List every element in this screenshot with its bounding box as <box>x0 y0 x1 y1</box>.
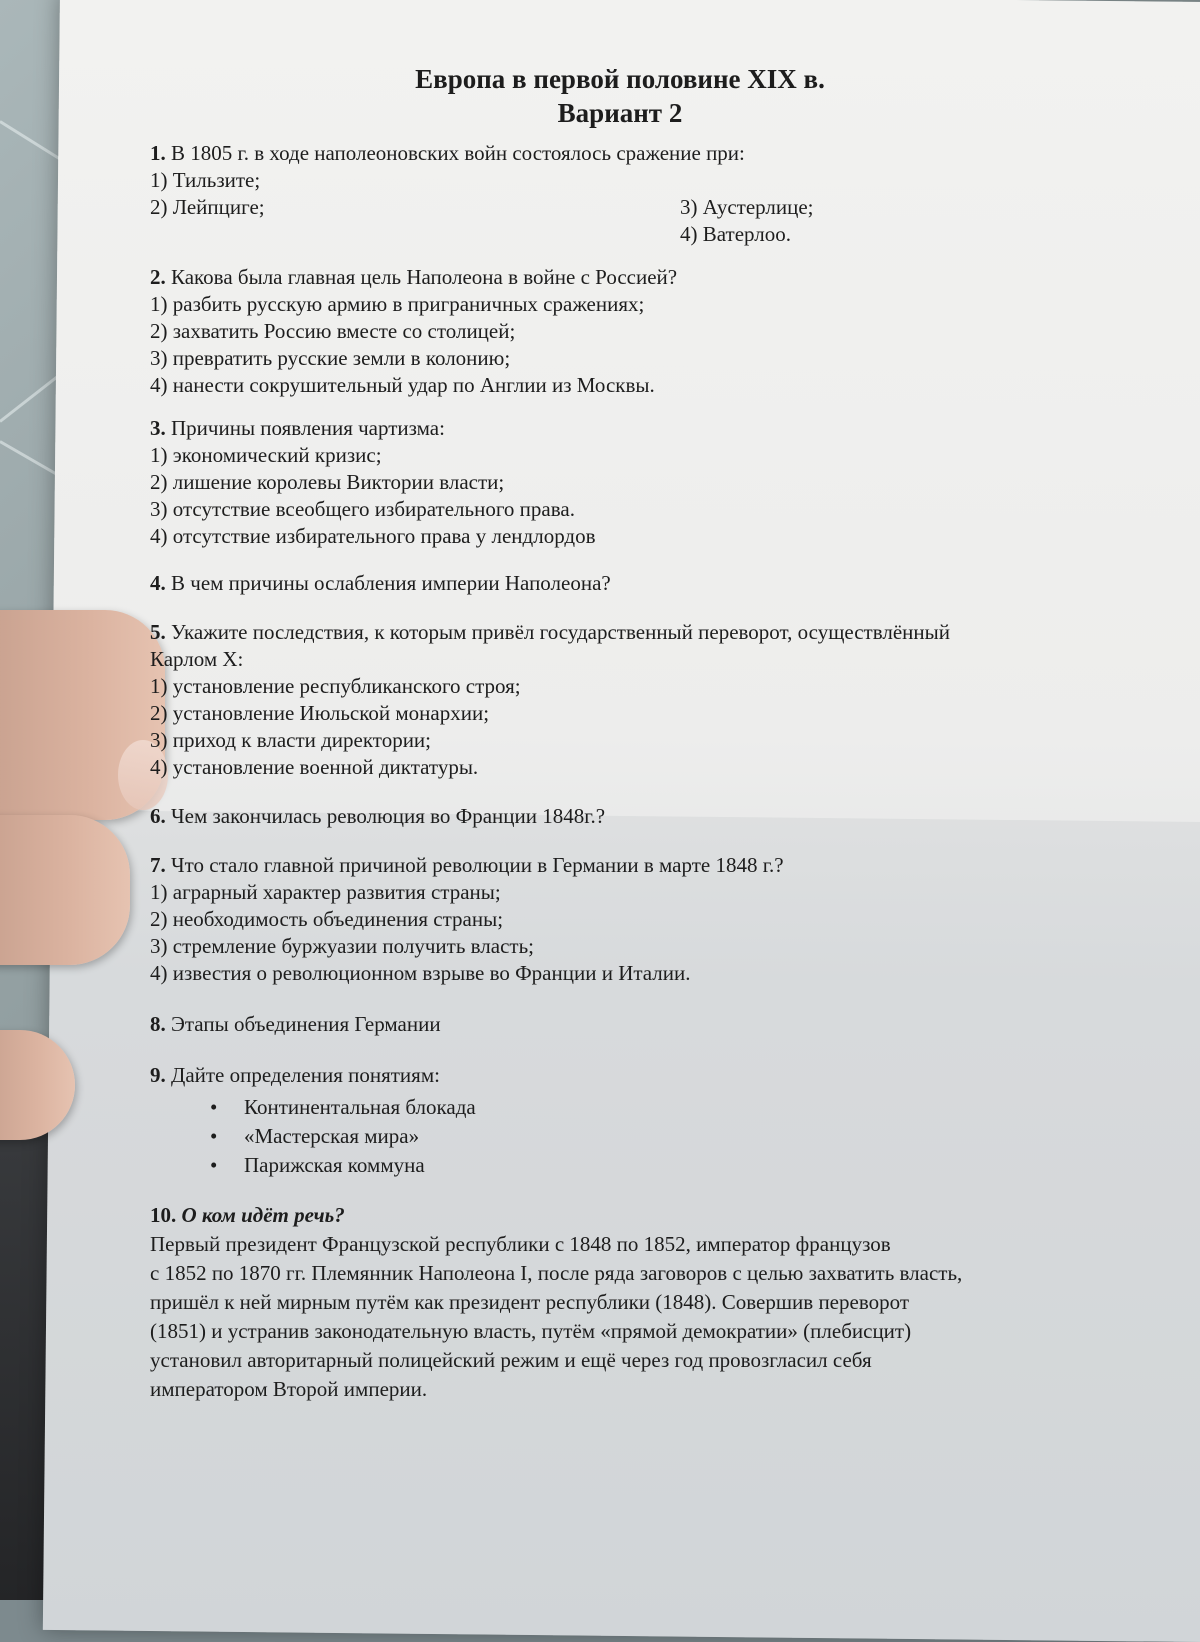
question-text: В 1805 г. в ходе наполеоновских войн состоялось сражение при: <box>171 141 745 165</box>
list-item: • Континентальная блокада <box>210 1093 1090 1122</box>
answer-option: 4) установление военной диктатуры. <box>150 755 479 779</box>
question-text: Причины появления чартизма: <box>171 416 445 440</box>
question-number: 5. <box>150 620 166 644</box>
list-item: • Парижская коммуна <box>210 1151 1090 1180</box>
question-text: Укажите последствия, к которым привёл государственный переворот, осуществлённый <box>171 620 950 644</box>
worksheet-variant: Вариант 2 <box>557 98 683 128</box>
paragraph-line: с 1852 по 1870 гг. Племянник Наполеона I, после ряда заговоров с целью захватить власть, <box>150 1261 963 1285</box>
question-number: 2. <box>150 265 166 289</box>
question-number: 10. <box>150 1203 177 1227</box>
question-7 <box>150 852 1090 987</box>
answer-option: 2) установление Июльской монархии; <box>150 701 490 725</box>
question-text: Дайте определения понятиям: <box>171 1063 440 1087</box>
answer-option: 1) Тильзите; <box>150 168 261 192</box>
question-8 <box>150 1011 1090 1038</box>
question-number: 8. <box>150 1012 166 1036</box>
question-10 <box>150 1202 1090 1403</box>
question-2 <box>150 264 1090 399</box>
answer-option: 4) известия о революционном взрыве во Франции и Италии. <box>150 961 691 985</box>
question-9 <box>150 1062 1090 1180</box>
question-number: 4. <box>150 571 166 595</box>
question-text: Чем закончилась революция во Франции 1848г.? <box>171 804 606 828</box>
answer-option: 1) экономический кризис; <box>150 443 382 467</box>
question-number: 6. <box>150 804 166 828</box>
answer-option: 4) отсутствие избирательного права у лендлордов <box>150 524 596 548</box>
answer-option: 2) Лейпциге; <box>150 195 265 219</box>
question-number: 3. <box>150 416 166 440</box>
answer-option: 2) лишение королевы Виктории власти; <box>150 470 505 494</box>
answer-option: 2) необходимость объединения страны; <box>150 907 504 931</box>
answer-option: 3) стремление буржуазии получить власть; <box>150 934 535 958</box>
question-text: В чем причины ослабления империи Наполеона? <box>171 571 611 595</box>
question-1 <box>150 140 1090 248</box>
question-number: 7. <box>150 853 166 877</box>
question-text: Какова была главная цель Наполеона в войне с Россией? <box>171 265 678 289</box>
paragraph-line: установил авторитарный полицейский режим и ещё через год провозгласил себя <box>150 1348 872 1372</box>
answer-option: 1) установление республиканского строя; <box>150 674 521 698</box>
paragraph-line: Первый президент Французской республики с 1848 по 1852, император французов <box>150 1232 891 1256</box>
question-4 <box>150 570 1090 597</box>
question-text: О ком идёт речь? <box>181 1203 345 1227</box>
answer-option: 2) захватить Россию вместе со столицей; <box>150 319 516 343</box>
paragraph-line: (1851) и устранив законодательную власть, путём «прямой демократии» (плебисцит) <box>150 1319 912 1343</box>
answer-option: 3) приход к власти директории; <box>150 728 432 752</box>
question-6 <box>150 803 1090 830</box>
answer-option-empty <box>150 221 680 248</box>
question-text: Этапы объединения Германии <box>171 1012 441 1036</box>
question-5 <box>150 619 1090 781</box>
question-3 <box>150 415 1090 550</box>
worksheet-title: Европа в первой половине XIX в. <box>415 64 825 94</box>
answer-option-empty <box>680 167 1090 194</box>
question-number: 9. <box>150 1063 166 1087</box>
worksheet-content <box>150 62 1090 1403</box>
terms-list <box>150 1093 1090 1180</box>
question-text: Что стало главной причиной революции в Германии в марте 1848 г.? <box>171 853 784 877</box>
list-item: • «Мастерская мира» <box>210 1122 1090 1151</box>
answer-option: 3) превратить русские земли в колонию; <box>150 346 511 370</box>
answer-option: 3) Аустерлице; <box>680 195 814 219</box>
finger <box>0 815 130 965</box>
question-number: 1. <box>150 141 166 165</box>
answer-option: 4) нанести сокрушительный удар по Англии из Москвы. <box>150 373 655 397</box>
question-text-continued: Карлом X: <box>150 647 244 671</box>
answer-option: 1) разбить русскую армию в приграничных сражениях; <box>150 292 645 316</box>
answer-option: 1) аграрный характер развития страны; <box>150 880 501 904</box>
answer-option: 4) Ватерлоо. <box>680 222 791 246</box>
answer-option: 3) отсутствие всеобщего избирательного права. <box>150 497 575 521</box>
paragraph-line: пришёл к ней мирным путём как президент республики (1848). Совершив переворот <box>150 1290 909 1314</box>
paragraph-line: императором Второй империи. <box>150 1377 428 1401</box>
